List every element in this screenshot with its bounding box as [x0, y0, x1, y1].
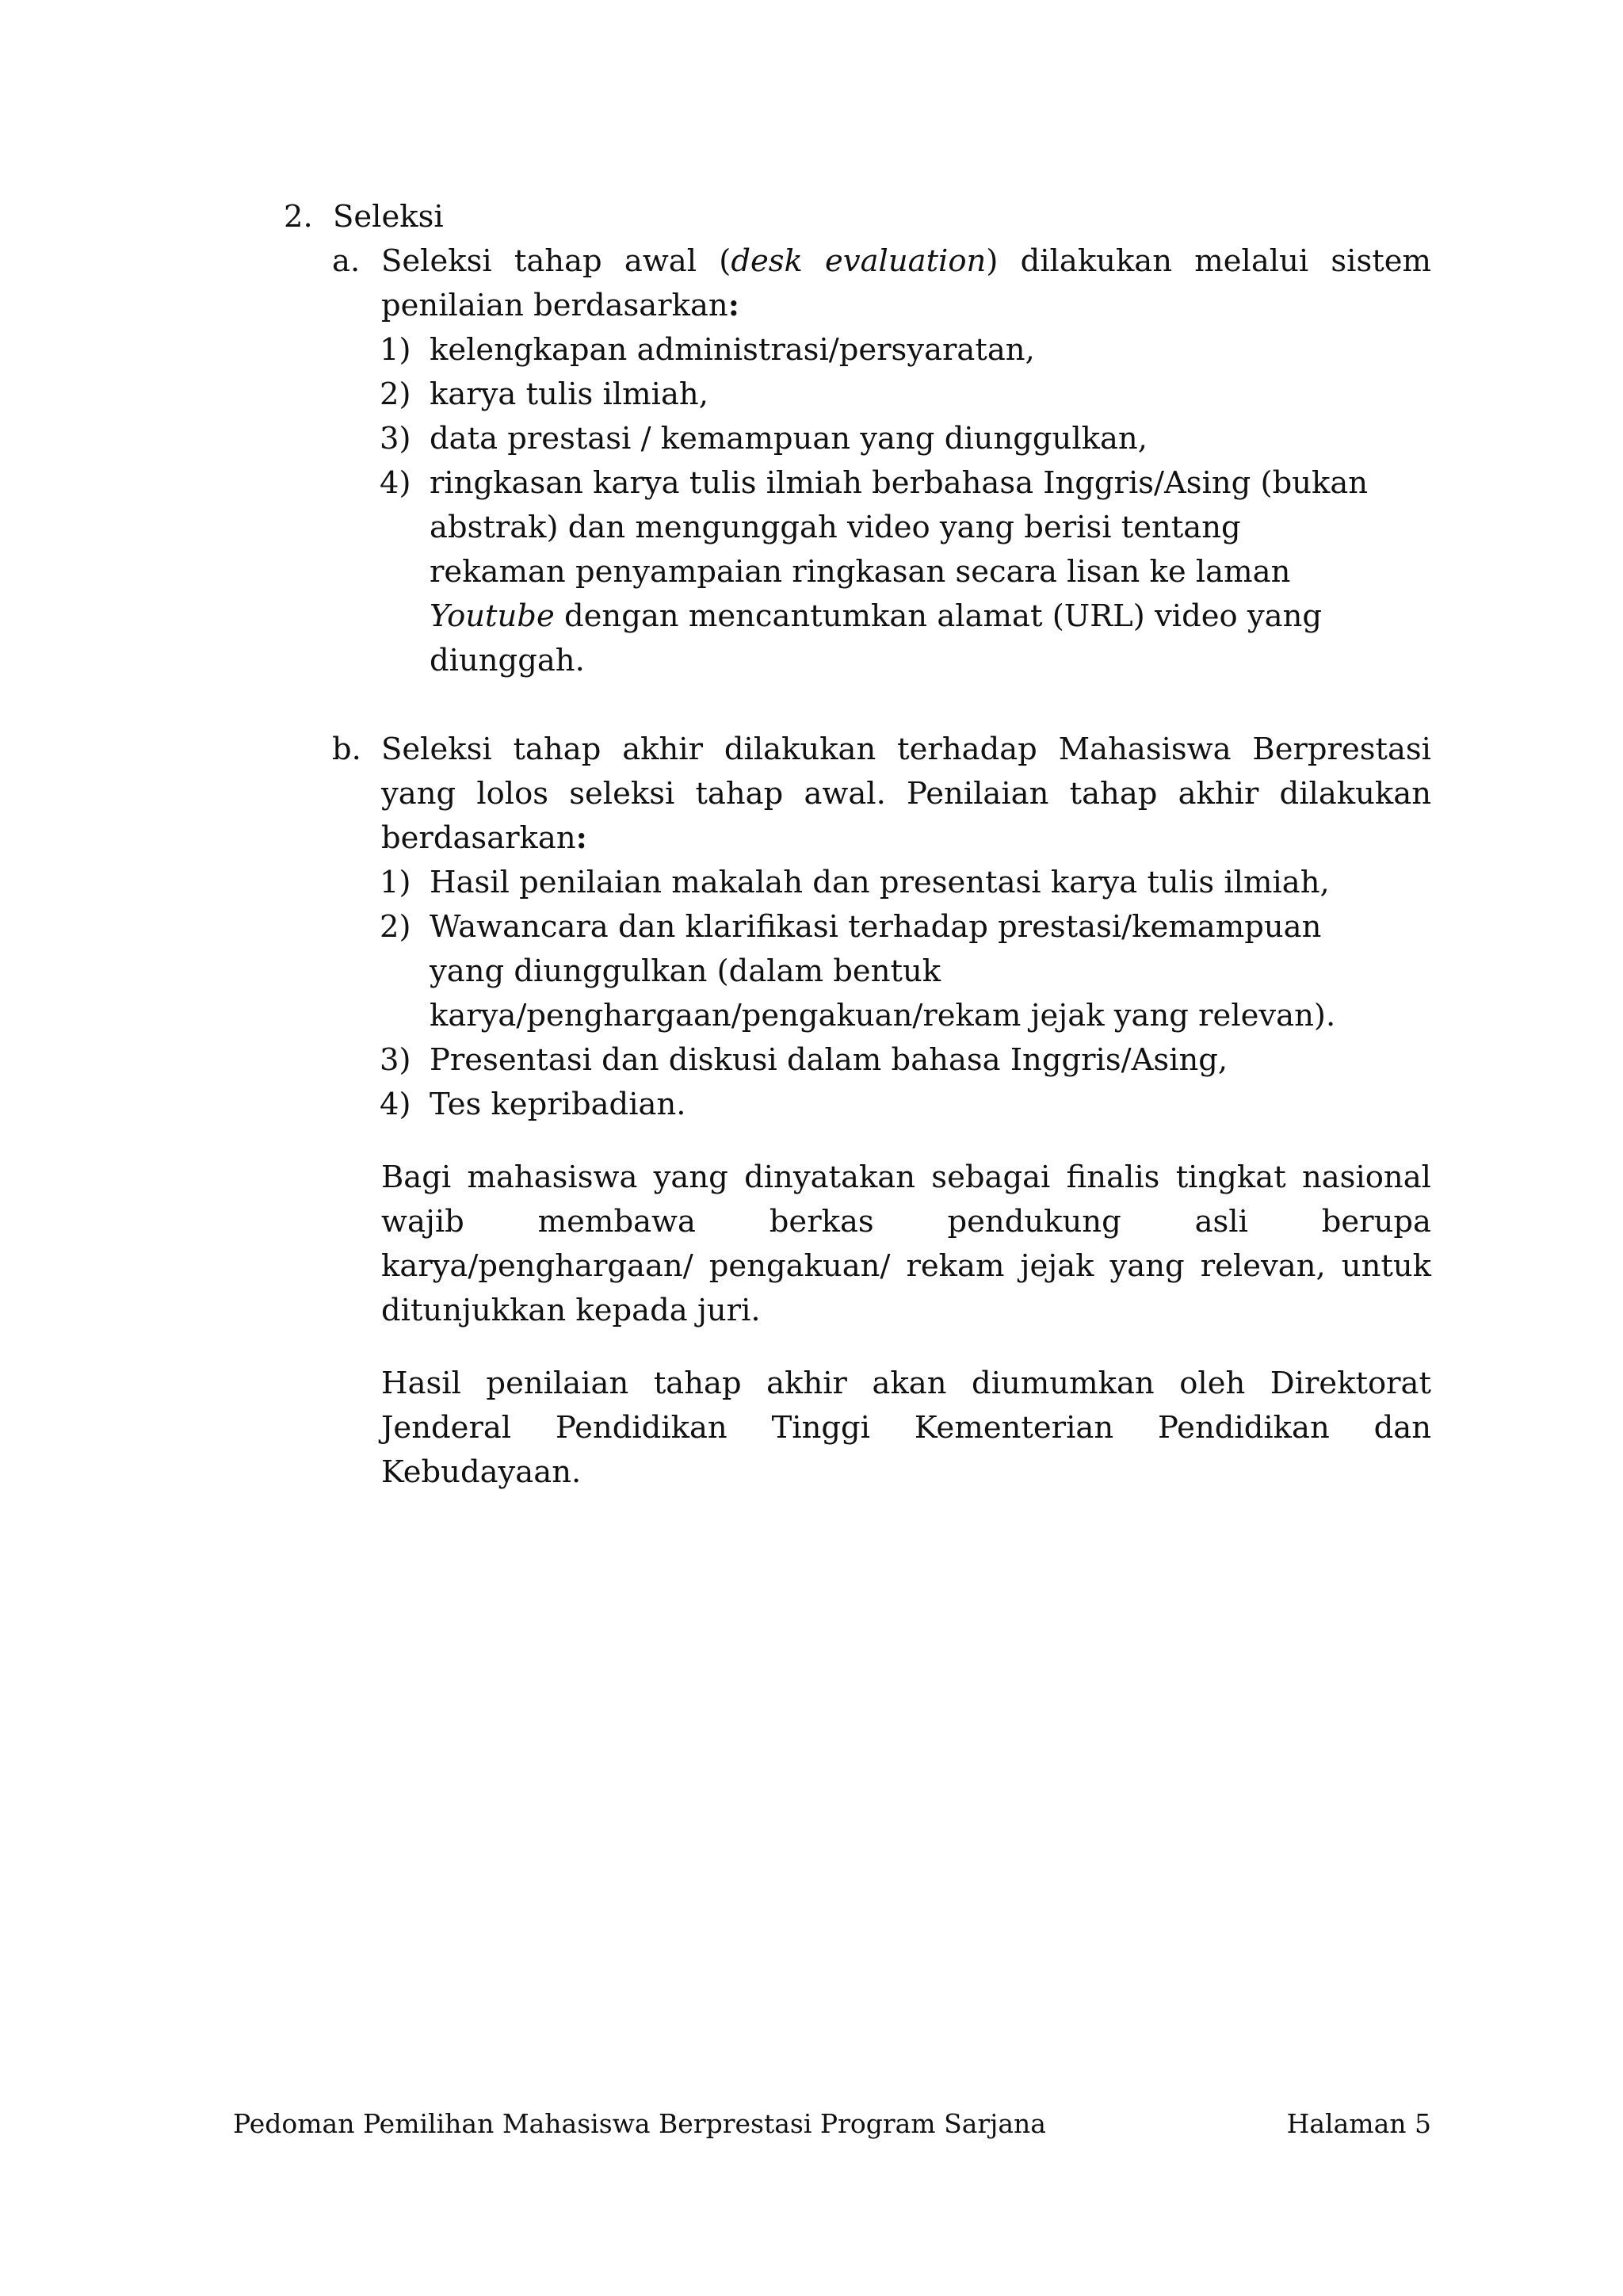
- list-text: kelengkapan administrasi/persyaratan,: [430, 332, 1035, 368]
- section-title: Seleksi: [333, 199, 444, 235]
- list-marker: 4): [380, 1087, 411, 1122]
- list-item: [284, 905, 1431, 1038]
- list-item: [284, 372, 1431, 417]
- item-b-colon: :: [575, 820, 587, 856]
- paragraph-finalis: Bagi mahasiswa yang dinyatakan sebagai finalis tingkat nasional wajib membawa berkas pendukung asli berupa karya/penghargaan/ pengakuan/ rekam jejak yang relevan, untuk ditunjukkan kepada juri.: [381, 1159, 1431, 1328]
- list-text: data prestasi / kemampuan yang diunggulkan,: [430, 421, 1148, 457]
- list-marker: 2): [380, 909, 411, 945]
- item-b-intro: Seleksi tahap akhir dilakukan terhadap Mahasiswa Berprestasi yang lolos seleksi tahap awal. Penilaian tahap akhir dilakukan berdasarkan: [381, 732, 1431, 856]
- list-item: [284, 1083, 1431, 1127]
- paragraph-hasil: Hasil penilaian tahap akhir akan diumumkan oleh Direktorat Jenderal Pendidikan Tinggi Kementerian Pendidikan dan Kebudayaan.: [381, 1366, 1431, 1490]
- list-text-em: Youtube: [430, 598, 555, 634]
- list-text-post: dengan mencantumkan alamat (URL) video yang diunggah.: [430, 598, 1323, 678]
- item-a-marker: a.: [332, 243, 361, 279]
- list-marker: 1): [380, 332, 411, 368]
- list-item: [284, 417, 1431, 461]
- list-text: Presentasi dan diskusi dalam bahasa Inggris/Asing,: [430, 1042, 1228, 1078]
- footer-title: Pedoman Pemilihan Mahasiswa Berprestasi Program Sarjana: [233, 2108, 1046, 2139]
- item-a: [284, 239, 1431, 328]
- item-a-intro-pre: Seleksi tahap awal (: [381, 243, 731, 279]
- list-marker: 3): [380, 1042, 411, 1078]
- section-heading: [284, 195, 1431, 239]
- list-text-pre: ringkasan karya tulis ilmiah berbahasa Inggris/Asing (bukan abstrak) dan mengunggah video yang berisi tentang rekaman penyampaian ringkasan secara lisan ke laman: [430, 465, 1369, 590]
- item-a-colon: :: [727, 288, 739, 323]
- section-number: 2.: [284, 199, 313, 235]
- item-a-intro-post: ) dilakukan melalui sistem penilaian berdasarkan: [381, 243, 1432, 323]
- page-content: [284, 195, 1431, 1495]
- list-marker: 1): [380, 865, 411, 900]
- item-a-intro-em: desk evaluation: [731, 243, 987, 279]
- item-b: [284, 728, 1431, 861]
- list-item: [284, 461, 1431, 683]
- list-item: [284, 328, 1431, 372]
- list-item: [284, 1038, 1431, 1083]
- list-text: Hasil penilaian makalah dan presentasi karya tulis ilmiah,: [430, 865, 1330, 900]
- list-item: [284, 861, 1431, 905]
- list-text: karya tulis ilmiah,: [430, 376, 708, 412]
- list-text: Tes kepribadian.: [430, 1087, 686, 1122]
- item-b-marker: b.: [332, 732, 361, 767]
- list-marker: 3): [380, 421, 411, 457]
- list-marker: 4): [380, 465, 411, 501]
- list-marker: 2): [380, 376, 411, 412]
- page-number: Halaman 5: [1286, 2108, 1431, 2139]
- list-text: Wawancara dan klarifikasi terhadap prestasi/kemampuan yang diunggulkan (dalam bentuk karya/penghargaan/pengakuan/rekam jejak yang relevan).: [430, 909, 1336, 1033]
